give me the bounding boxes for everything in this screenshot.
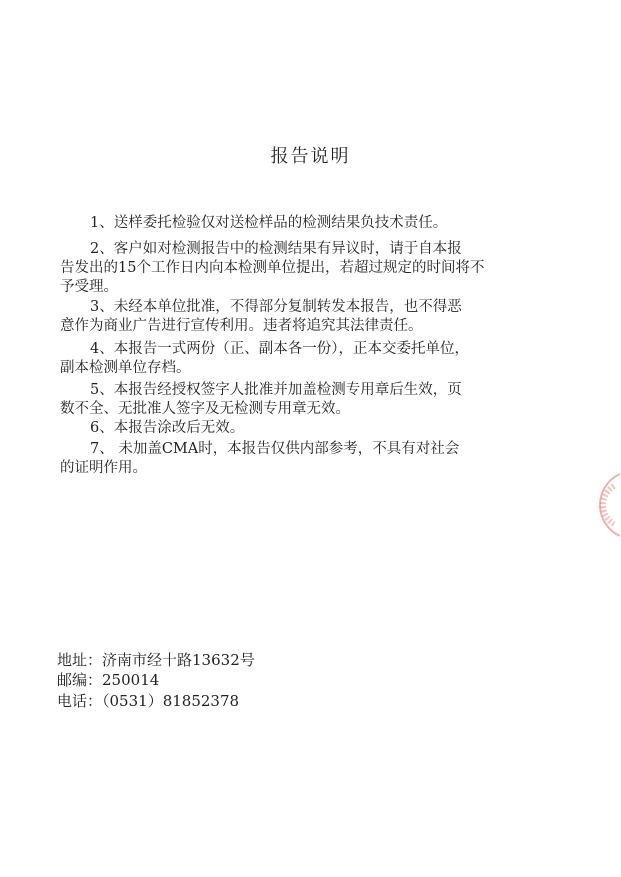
clause-1 <box>60 214 510 233</box>
phone-label: 电话： <box>57 692 103 710</box>
clause-3-line-2: 意作为商业广告进行宣传利用。违者将追究其法律责任。 <box>60 318 423 334</box>
clause-2-line-3: 予受理。 <box>60 279 118 295</box>
clause-6-line-1: 6、本报告涂改后无效。 <box>90 420 245 436</box>
clause-4-line-1: 4、本报告一式两份（正、副本各一份），正本交委托单位， <box>90 341 469 357</box>
clause-4-line-2: 副本检测单位存档。 <box>60 360 191 376</box>
contact-address <box>57 650 255 670</box>
clause-7-line-2: 的证明作用。 <box>60 460 147 476</box>
seal-stamp-icon <box>568 470 621 540</box>
page-title: 报告说明 <box>270 146 351 167</box>
contact-postcode <box>57 670 159 690</box>
postcode-value: 250014 <box>102 671 160 689</box>
clause-7 <box>60 440 510 478</box>
clause-2-line-1: 2、客户如对检测报告中的检测结果有异议时，请于自本报 <box>90 241 462 257</box>
clause-5 <box>60 381 510 419</box>
phone-value: （0531）81852378 <box>102 692 240 710</box>
postcode-label: 邮编： <box>57 671 103 689</box>
clause-7-line-1: 7、 未加盖CMA时，本报告仅供内部参考，不具有对社会 <box>90 441 460 457</box>
clause-3 <box>60 298 510 336</box>
clause-5-line-2: 数不全、无批准人签字及无检测专用章无效。 <box>60 401 350 417</box>
clause-6 <box>60 419 510 438</box>
clause-2 <box>60 240 510 297</box>
address-label: 地址： <box>57 651 103 669</box>
clause-3-line-1: 3、未经本单位批准，不得部分复制转发本报告，也不得恶 <box>90 299 462 315</box>
address-value: 济南市经十路13632号 <box>102 651 255 669</box>
clause-4 <box>60 340 510 378</box>
clause-2-line-2: 告发出的15个工作日内向本检测单位提出，若超过规定的时间将不 <box>60 260 485 276</box>
contact-phone <box>57 691 239 711</box>
clause-5-line-1: 5、本报告经授权签字人批准并加盖检测专用章后生效，页 <box>90 382 462 398</box>
clause-1-line-1: 1、送样委托检验仅对送检样品的检测结果负技术责任。 <box>90 215 448 231</box>
